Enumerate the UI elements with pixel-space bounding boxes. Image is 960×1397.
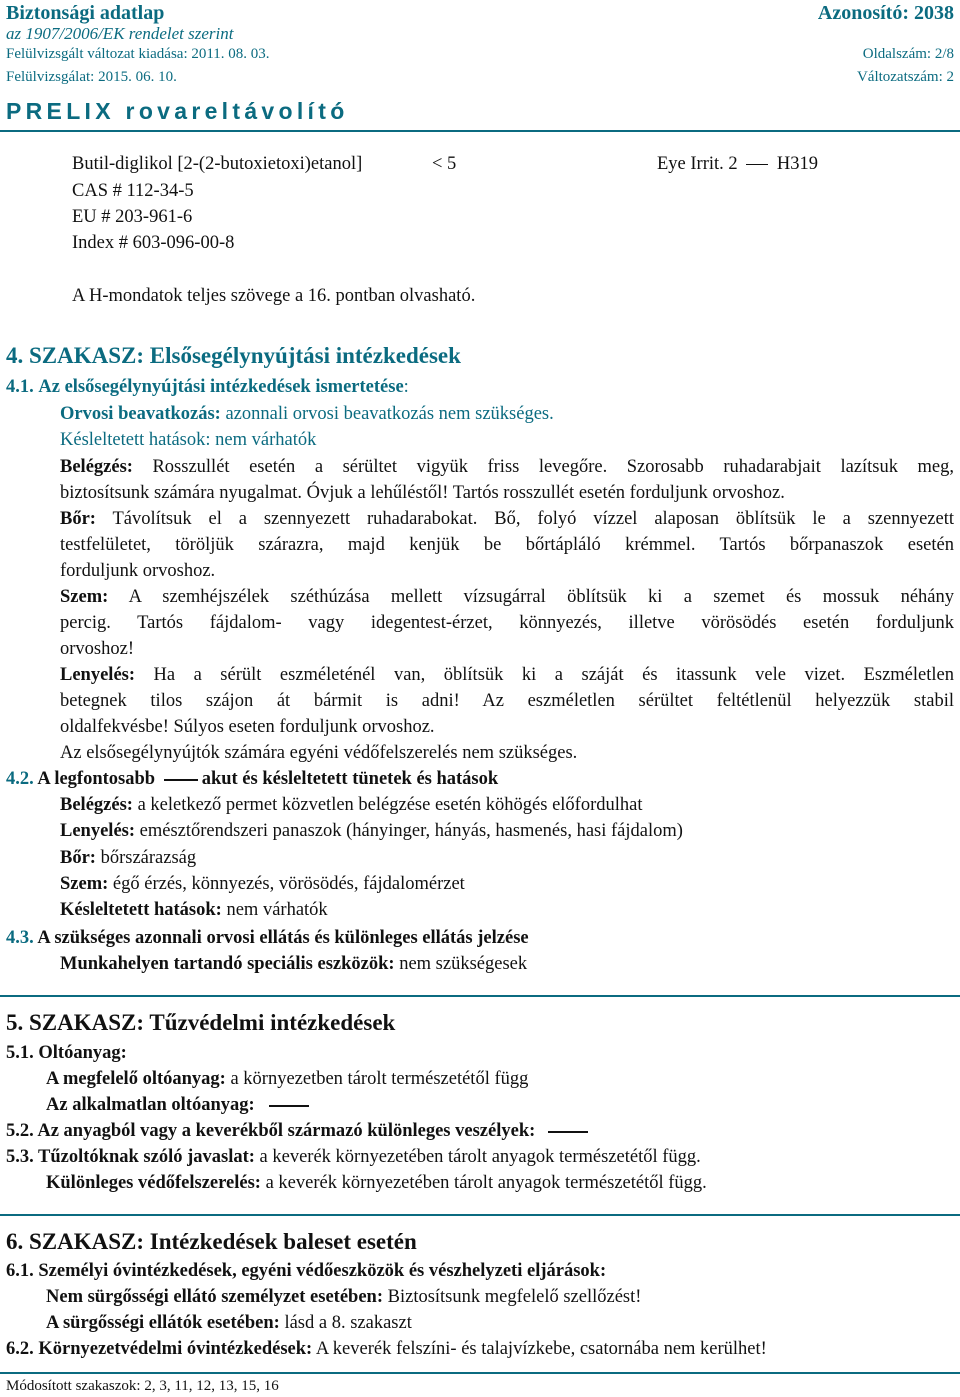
subsection-5-2 — [6, 1121, 592, 1142]
nem-surgossegi — [46, 1287, 641, 1308]
lenyeles-line-2: betegnek tilos szájon át bármit is adni! Az eszméletlen sérültet feltétlenül helyezzük stabil — [60, 691, 954, 711]
subsection-6-2-label: 6.2. Környezetvédelmi óvintézkedések: — [6, 1339, 313, 1359]
dash-separator — [164, 779, 198, 781]
kulonleges-text: a keverék környezetében tárolt anyagok természetétől függ. — [260, 1173, 707, 1193]
belegzes-line-1 — [60, 457, 954, 478]
lenyeles-label: Lenyelés: — [60, 665, 136, 685]
subsection-4-2-title-a: A legfontosabb — [37, 769, 156, 789]
surgossegi-label: A sürgősségi ellátók esetében: — [46, 1313, 280, 1333]
modified-sections: Módosított szakaszok: 2, 3, 11, 12, 13, 15, 16 — [6, 1378, 279, 1394]
belegzes-label: Belégzés: — [60, 457, 133, 477]
header-divider — [0, 130, 960, 132]
s42-bor — [60, 848, 196, 869]
orvosi-label: Orvosi beavatkozás: — [60, 404, 221, 424]
s42-belegzes — [60, 795, 643, 816]
lenyeles-text-1: Ha a sérült eszméleténél van, öblítsük ki a száját és itassunk vele vizet. Eszméletlen — [135, 665, 954, 685]
s42-lenyeles — [60, 821, 683, 842]
subsection-4-3 — [6, 928, 529, 949]
megfelelo-oltoanyag — [46, 1069, 528, 1090]
subsection-4-1 — [6, 377, 409, 398]
szem-line-1 — [60, 587, 954, 608]
section-6-title: 6. SZAKASZ: Intézkedések baleset esetén — [6, 1229, 417, 1254]
subsection-4-1-colon: : — [403, 377, 409, 397]
nem-surgossegi-label: Nem sürgősségi ellátó személyzet esetében: — [46, 1287, 383, 1307]
s42-belegzes-label: Belégzés: — [60, 795, 133, 815]
kesleltetett-label: Késleltetett hatások — [60, 430, 206, 450]
surgossegi-text: lásd a 8. szakaszt — [279, 1313, 412, 1333]
document-id: Azonosító: 2038 — [817, 2, 954, 24]
kulonleges-label: Különleges védőfelszerelés: — [46, 1173, 261, 1193]
szem-text-1: A szemhéjszélek széthúzása mellett vízsugárral öblítsük ki a szemet és mossuk néhány — [108, 587, 954, 607]
s42-kesleltetett-text: nem várhatók — [221, 900, 328, 920]
section-divider — [0, 995, 960, 997]
footer-divider — [0, 1372, 960, 1374]
s42-bor-label: Bőr: — [60, 848, 96, 868]
alkalmatlan-oltoanyag — [46, 1095, 313, 1116]
kesleltetett-hatasok — [60, 430, 316, 451]
component-name: Butil-diglikol [2-(2-butoxietoxi)etanol] — [72, 154, 363, 174]
page-number: Oldalszám: 2/8 — [862, 46, 954, 62]
subsection-6-2-text: A keverék felszíni- és talajvízkebe, csatornába nem kerülhet! — [312, 1339, 767, 1359]
s42-szem-text: égő érzés, könnyezés, vörösödés, fájdalomérzet — [108, 874, 465, 894]
s42-szem-label: Szem: — [60, 874, 109, 894]
subsection-4-2 — [6, 769, 498, 790]
version-number: Változatszám: 2 — [856, 69, 954, 85]
dash-separator — [548, 1131, 588, 1133]
component-index: Index # 603-096-00-8 — [72, 233, 235, 253]
s42-szem — [60, 874, 465, 895]
s43-eszkozok — [60, 954, 527, 975]
revised-edition: Felülvizsgált változat kiadása: 2011. 08. 03. — [6, 46, 270, 62]
component-hazard — [657, 154, 818, 175]
product-name: PRELIX rovareltávolító — [6, 98, 349, 124]
section-divider — [0, 1214, 960, 1216]
document-title: Biztonsági adatlap — [6, 2, 165, 24]
szem-label: Szem: — [60, 587, 109, 607]
component-cas: CAS # 112-34-5 — [72, 181, 194, 201]
surgossegi — [46, 1313, 412, 1334]
regulation-reference: az 1907/2006/EK rendelet szerint — [6, 24, 234, 43]
section-5-title: 5. SZAKASZ: Tűzvédelmi intézkedések — [6, 1010, 396, 1035]
megfelelo-label: A megfelelő oltóanyag: — [46, 1069, 226, 1089]
component-concentration: < 5 — [432, 154, 457, 174]
section-4-title: 4. SZAKASZ: Elsősegélynyújtási intézkedések — [6, 343, 461, 368]
dash-separator — [746, 164, 768, 165]
subsection-6-2 — [6, 1339, 767, 1360]
s43-label: Munkahelyen tartandó speciális eszközök: — [60, 954, 395, 974]
s42-kesleltetett-label: Késleltetett hatások: — [60, 900, 222, 920]
subsection-5-3-label: 5.3. Tűzoltóknak szóló javaslat: — [6, 1147, 255, 1167]
bor-line-1 — [60, 509, 954, 530]
alkalmatlan-label: Az alkalmatlan oltóanyag: — [46, 1095, 255, 1115]
s43-text: nem szükségesek — [394, 954, 528, 974]
bor-line-3: forduljunk orvoshoz. — [60, 561, 216, 581]
s42-lenyeles-label: Lenyelés: — [60, 821, 136, 841]
document-header — [6, 2, 954, 91]
s42-belegzes-text: a keletkező permet közvetlen belégzése esetén köhögés előfordulhat — [132, 795, 643, 815]
kesleltetett-text: : nem várhatók — [205, 430, 317, 450]
vedofelszereles-note: Az elsősegélynyújtók számára egyéni védőfelszerelés nem szükséges. — [60, 743, 578, 763]
subsection-5-3-text: a keverék környezetében tárolt anyagok természetétől függ. — [254, 1147, 701, 1167]
hazard-code: H319 — [776, 154, 819, 174]
lenyeles-line-1 — [60, 665, 954, 686]
subsection-5-1: 5.1. Oltóanyag: — [6, 1043, 127, 1063]
subsection-4-1-number: 4.1. — [6, 377, 34, 397]
subsection-6-1: 6.1. Személyi óvintézkedések, egyéni védőeszközök és vészhelyzeti eljárások: — [6, 1261, 607, 1281]
subsection-4-3-title: A szükséges azonnali orvosi ellátás és különleges ellátás jelzése — [37, 928, 529, 948]
s42-kesleltetett — [60, 900, 328, 921]
orvosi-text: azonnali orvosi beavatkozás nem szükséges. — [220, 404, 554, 424]
belegzes-text-1: Rosszullét esetén a sérültet vigyük friss levegőre. Szorosabb ruhadarabjait lazítsuk meg, — [132, 457, 954, 477]
s42-lenyeles-text: emésztőrendszeri panaszok (hányinger, hányás, hasmenés, hasi fájdalom) — [135, 821, 683, 841]
subsection-4-3-number: 4.3. — [6, 928, 34, 948]
bor-text-1: Távolítsuk el a szennyezett ruhadarabokat. Bő, folyó vízzel alaposan öblítsük le a szennyezett — [95, 509, 954, 529]
bor-line-2: testfelületet, töröljük szárazra, majd kenjük be bőrtápláló krémmel. Tartós bőrpanaszok esetén — [60, 535, 954, 555]
h-statements-note: A H-mondatok teljes szövege a 16. pontban olvasható. — [72, 286, 476, 306]
orvosi-beavatkozas — [60, 404, 554, 425]
subsection-5-3 — [6, 1147, 701, 1168]
hazard-class: Eye Irrit. 2 — [657, 154, 738, 174]
review-date: Felülvizsgálat: 2015. 06. 10. — [6, 69, 177, 85]
s42-bor-text: bőrszárazság — [95, 848, 197, 868]
kulonleges-vedofelszereles — [46, 1173, 707, 1194]
bor-label: Bőr: — [60, 509, 96, 529]
megfelelo-text: a környezetben tárolt természetétől függ — [225, 1069, 529, 1089]
subsection-4-1-title: Az elsősegélynyújtási intézkedések ismertetése — [38, 377, 404, 397]
szem-line-3: orvoshoz! — [60, 639, 134, 659]
subsection-4-2-number: 4.2. — [6, 769, 34, 789]
szem-line-2: percig. Tartós fájdalom- vagy idegentest-érzet, könnyezés, illetve vörösödés esetén forduljunk — [60, 613, 954, 633]
belegzes-line-2: biztosítsunk számára nyugalmat. Óvjuk a lehűléstől! Tartós rosszullét esetén forduljunk orvoshoz. — [60, 483, 785, 503]
component-eu: EU # 203-961-6 — [72, 207, 193, 227]
dash-separator — [269, 1105, 309, 1107]
lenyeles-line-3: oldalfekvésbe! Súlyos eseten forduljunk orvoshoz. — [60, 717, 435, 737]
subsection-5-2-title: 5.2. Az anyagból vagy a keverékből származó különleges veszélyek: — [6, 1121, 536, 1141]
subsection-4-2-title-b: akut és késleltetett tünetek és hatások — [201, 769, 499, 789]
nem-surgossegi-text: Biztosítsunk megfelelő szellőzést! — [383, 1287, 642, 1307]
